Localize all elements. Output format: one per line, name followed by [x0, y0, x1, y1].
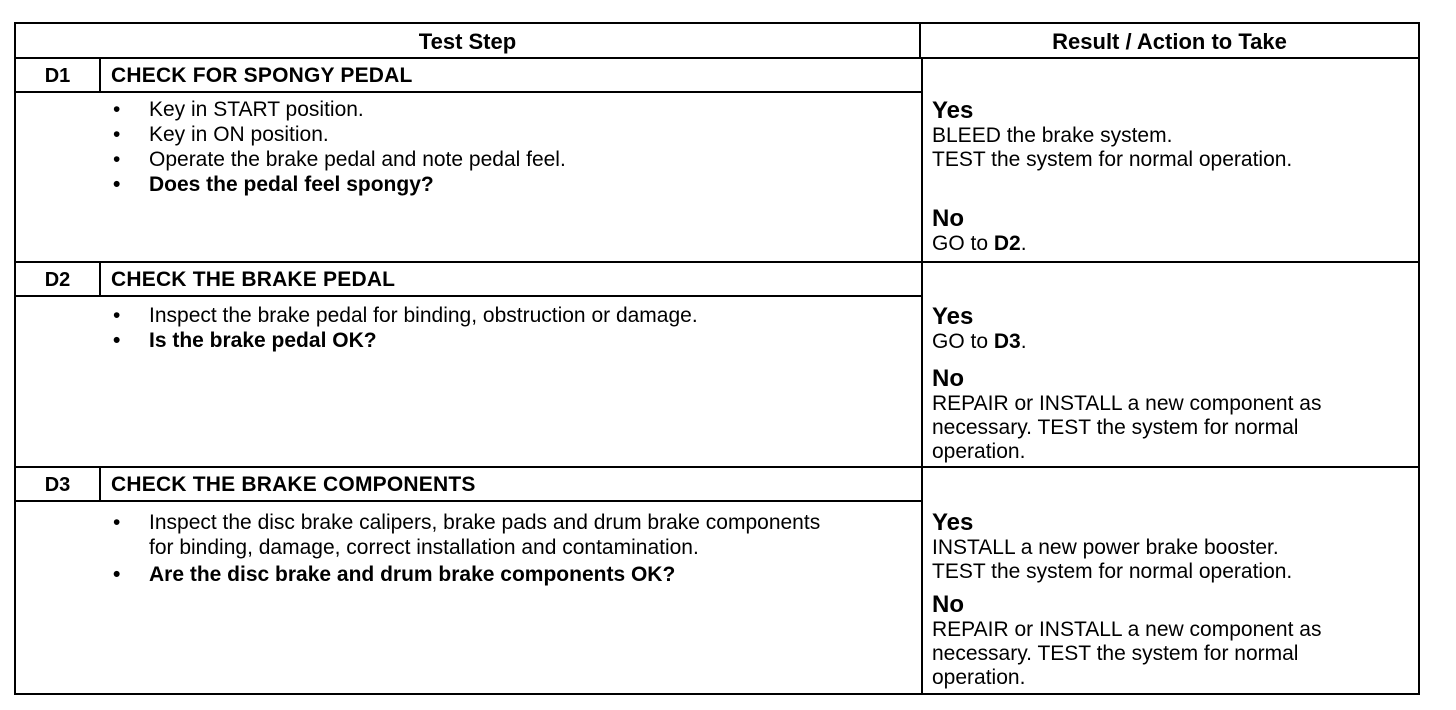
- list-item: • Inspect the disc brake calipers, brake pads and drum brake components for binding, damage, correct installation and contamination.: [111, 510, 831, 560]
- result-text: GO to: [932, 330, 994, 353]
- row-divider: [16, 91, 921, 93]
- step-title-d3: CHECK THE BRAKE COMPONENTS: [111, 473, 476, 496]
- result-line: necessary. TEST the system for normal: [932, 642, 1299, 665]
- result-line: operation.: [932, 440, 1026, 463]
- step-bullets-d2: [111, 303, 901, 353]
- row-divider: [16, 500, 921, 502]
- result-d2: [932, 304, 1417, 464]
- result-line: necessary. TEST the system for normal: [932, 416, 1299, 439]
- row-divider: [16, 261, 1420, 263]
- result-line: REPAIR or INSTALL a new component as: [932, 392, 1322, 415]
- no-label: No: [932, 591, 964, 618]
- step-id-d2: D2: [16, 263, 101, 297]
- list-item: • Inspect the brake pedal for binding, obstruction or damage.: [111, 303, 901, 328]
- no-label: No: [932, 365, 964, 392]
- step-bullets-d3: [111, 510, 831, 587]
- step-question-d1: • Does the pedal feel spongy?: [111, 172, 901, 197]
- step-question-d2: • Is the brake pedal OK?: [111, 328, 901, 353]
- list-item: • Operate the brake pedal and note pedal feel.: [111, 147, 901, 172]
- result-line: [932, 330, 1417, 354]
- step-question-d3: • Are the disc brake and drum brake components OK?: [111, 562, 909, 587]
- list-item: • Key in ON position.: [111, 122, 901, 147]
- result-d1: [932, 98, 1417, 256]
- step-title-d2: CHECK THE BRAKE PEDAL: [111, 268, 396, 291]
- result-line: INSTALL a new power brake booster.: [932, 536, 1279, 559]
- yes-label: Yes: [932, 97, 974, 124]
- result-line: TEST the system for normal operation.: [932, 560, 1293, 583]
- list-item: • Key in START position.: [111, 97, 901, 122]
- result-line: [932, 232, 1417, 256]
- step-title-d1: CHECK FOR SPONGY PEDAL: [111, 64, 413, 87]
- no-label: No: [932, 205, 964, 232]
- row-divider: [16, 295, 921, 297]
- result-d3: [932, 510, 1417, 690]
- result-text: .: [1020, 232, 1027, 255]
- result-line: operation.: [932, 666, 1026, 689]
- row-divider: [16, 466, 1420, 468]
- result-text: GO to: [932, 232, 994, 255]
- result-text: .: [1020, 330, 1027, 353]
- yes-label: Yes: [932, 509, 974, 536]
- step-id-d1: D1: [16, 59, 101, 93]
- step-reference: D2: [993, 232, 1021, 255]
- yes-label: Yes: [932, 303, 974, 330]
- result-line: TEST the system for normal operation.: [932, 148, 1293, 171]
- diagnostic-table: [14, 22, 1420, 695]
- step-bullets-d1: [111, 97, 901, 197]
- column-header-test-step: Test Step: [16, 24, 921, 59]
- step-reference: D3: [993, 330, 1021, 353]
- column-divider: [921, 59, 923, 695]
- result-line: REPAIR or INSTALL a new component as: [932, 618, 1322, 641]
- result-line: BLEED the brake system.: [932, 124, 1173, 147]
- column-header-result-action: Result / Action to Take: [921, 24, 1418, 59]
- step-id-d3: D3: [16, 468, 101, 502]
